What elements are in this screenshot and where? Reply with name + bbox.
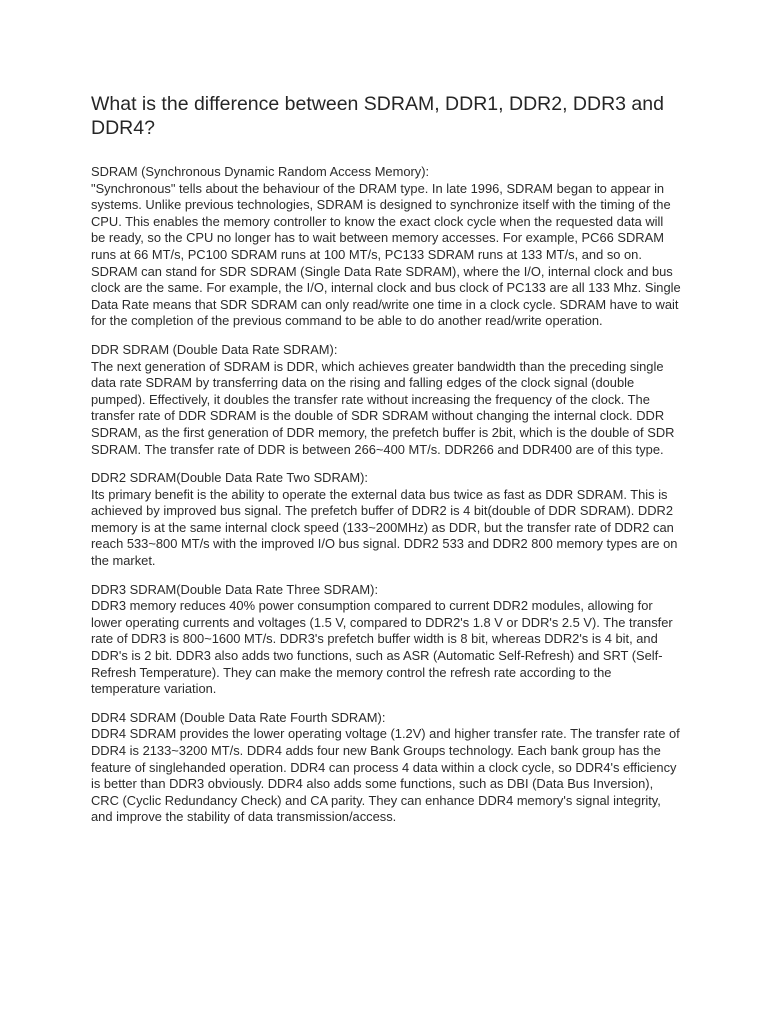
- section-paragraph: SDRAM can stand for SDR SDRAM (Single Data Rate SDRAM), where the I/O, internal clock and bus clock are the same. For example, the I/O, internal clock and bus clock of PC133 are all 133 Mhz. Single Data Rate means that SDR SDRAM can only read/write one time in a clock cycle. SDRAM have to wait for the completion of the previous command to be able to do another read/write operation.: [91, 263, 681, 329]
- section-heading: DDR3 SDRAM(Double Data Rate Three SDRAM):: [91, 581, 379, 597]
- section-heading: DDR4 SDRAM (Double Data Rate Fourth SDRAM):: [91, 709, 386, 725]
- document-page: [91, 92, 681, 838]
- section-heading: DDR SDRAM (Double Data Rate SDRAM):: [91, 341, 338, 357]
- section-ddr2: [91, 470, 681, 570]
- page-title: What is the difference between SDRAM, DDR1, DDR2, DDR3 and DDR4?: [91, 93, 664, 139]
- section-paragraph: DDR3 memory reduces 40% power consumption compared to current DDR2 modules, allowing for lower operating currents and voltages (1.5 V, compared to DDR2's 1.8 V or DDR's 2.5 V). The transfer rate of DDR3 is 800~1600 MT/s. DDR3's prefetch buffer width is 8 bit, whereas DDR2's is 4 bit, and DDR's is 2 bit. DDR3 also adds two functions, such as ASR (Automatic Self-Refresh) and SRT (Self-Refresh Temperature). They can make the memory control the refresh rate according to the temperature variation.: [91, 598, 673, 697]
- section-ddr: [91, 342, 681, 458]
- section-paragraph: The next generation of SDRAM is DDR, which achieves greater bandwidth than the preceding single data rate SDRAM by transferring data on the rising and falling edges of the clock signal (double pumped). Effectively, it doubles the transfer rate without increasing the frequency of the clock. The transfer rate of DDR SDRAM is the double of SDR SDRAM without changing the internal clock. DDR SDRAM, as the first generation of DDR memory, the prefetch buffer is 2bit, which is the double of SDR SDRAM. The transfer rate of DDR is between 266~400 MT/s. DDR266 and DDR400 are of this type.: [91, 358, 675, 457]
- section-ddr4: [91, 710, 681, 826]
- section-heading: DDR2 SDRAM(Double Data Rate Two SDRAM):: [91, 470, 368, 486]
- section-ddr3: [91, 582, 681, 698]
- section-heading: SDRAM (Synchronous Dynamic Random Access Memory):: [91, 164, 430, 179]
- section-sdram: [91, 164, 681, 330]
- section-paragraph: DDR4 SDRAM provides the lower operating voltage (1.2V) and higher transfer rate. The transfer rate of DDR4 is 2133~3200 MT/s. DDR4 adds four new Bank Groups technology. Each bank group has the feature of singlehanded operation. DDR4 can process 4 data within a clock cycle, so DDR4's efficiency is better than DDR3 obviously. DDR4 also adds some functions, such as DBI (Data Bus Inversion), CRC (Cyclic Redundancy Check) and CA parity. They can enhance DDR4 memory's signal integrity, and improve the stability of data transmission/access.: [91, 726, 680, 825]
- section-paragraph: "Synchronous" tells about the behaviour of the DRAM type. In late 1996, SDRAM began to appear in systems. Unlike previous technologies, SDRAM is designed to synchronize itself with the timing of the CPU. This enables the memory controller to know the exact clock cycle when the requested data will be ready, so the CPU no longer has to wait between memory accesses. For example, PC66 SDRAM runs at 66 MT/s, PC100 SDRAM runs at 100 MT/s, PC133 SDRAM runs at 133 MT/s, and so on.: [91, 180, 671, 262]
- section-paragraph: Its primary benefit is the ability to operate the external data bus twice as fast as DDR SDRAM. This is achieved by improved bus signal. The prefetch buffer of DDR2 is 4 bit(double of DDR SDRAM). DDR2 memory is at the same internal clock speed (133~200MHz) as DDR, but the transfer rate of DDR2 can reach 533~800 MT/s with the improved I/O bus signal. DDR2 533 and DDR2 800 memory types are on the market.: [91, 486, 678, 569]
